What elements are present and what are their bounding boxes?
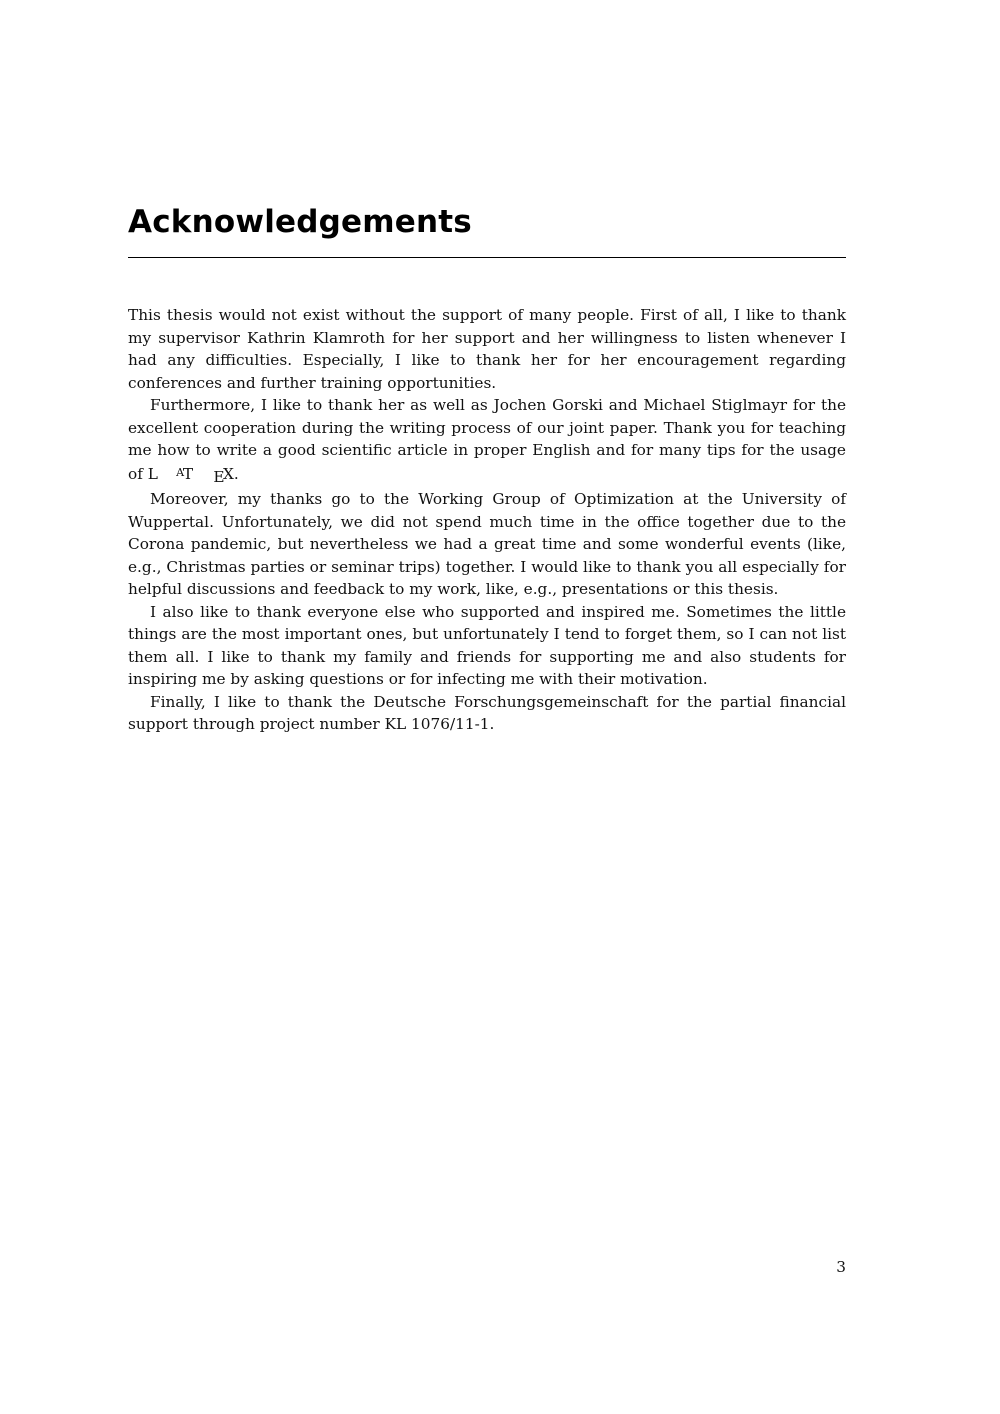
latex-letter-l: L [147, 464, 158, 483]
latex-letter-e: E [213, 467, 225, 486]
paragraph-1: This thesis would not exist without the support of many people. First of all, I like to thank my supervisor Kathrin Klamroth for her support and her willingness to listen whenever I had any difficulties. Especially, I like to thank her for her encouragement regarding conferences and further training opportunities. [128, 306, 846, 392]
page-title: Acknowledgements [128, 204, 472, 240]
paragraph-3: Moreover, my thanks go to the Working Group of Optimization at the University of Wuppertal. Unfortunately, we did not spend much time in the office together due to the Corona pandemic, but nevertheless we had a great time and some wonderful events (like, e.g., Christmas parties or seminar trips) together. I would like to thank you all especially for helpful discussions and feedback to my work, like, e.g., presentations or this thesis. [128, 490, 846, 599]
page-number: 3 [836, 1258, 846, 1276]
paragraph-5: Finally, I like to thank the Deutsche Forschungsgemeinschaft for the partial financial support through project number KL 1076/11-1. [128, 692, 846, 734]
paragraph-2-text: Furthermore, I like to thank her as well as Jochen Gorski and Michael Stiglmayr for the excellent cooperation during the writing process of our joint paper. Thank you for teaching me how to write a good scientific article in proper English and for many tips for the usage of [128, 396, 846, 483]
paragraph-2-period: . [233, 464, 239, 483]
paragraph-2 [128, 394, 846, 488]
latex-logo [147, 464, 234, 486]
body-text [128, 304, 846, 736]
latex-letter-x: X [223, 464, 234, 483]
latex-letter-a: A [176, 465, 185, 479]
paragraph-4: I also like to thank everyone else who supported and inspired me. Sometimes the little things are the most important ones, but unfortunately I tend to forget them, so I can not list them all. I like to thank my family and friends for supporting me and also students for inspiring me by asking questions or for infecting me with their motivation. [128, 602, 846, 689]
title-rule [128, 257, 846, 258]
page-content [128, 0, 846, 736]
latex-letter-t: T [182, 464, 194, 483]
